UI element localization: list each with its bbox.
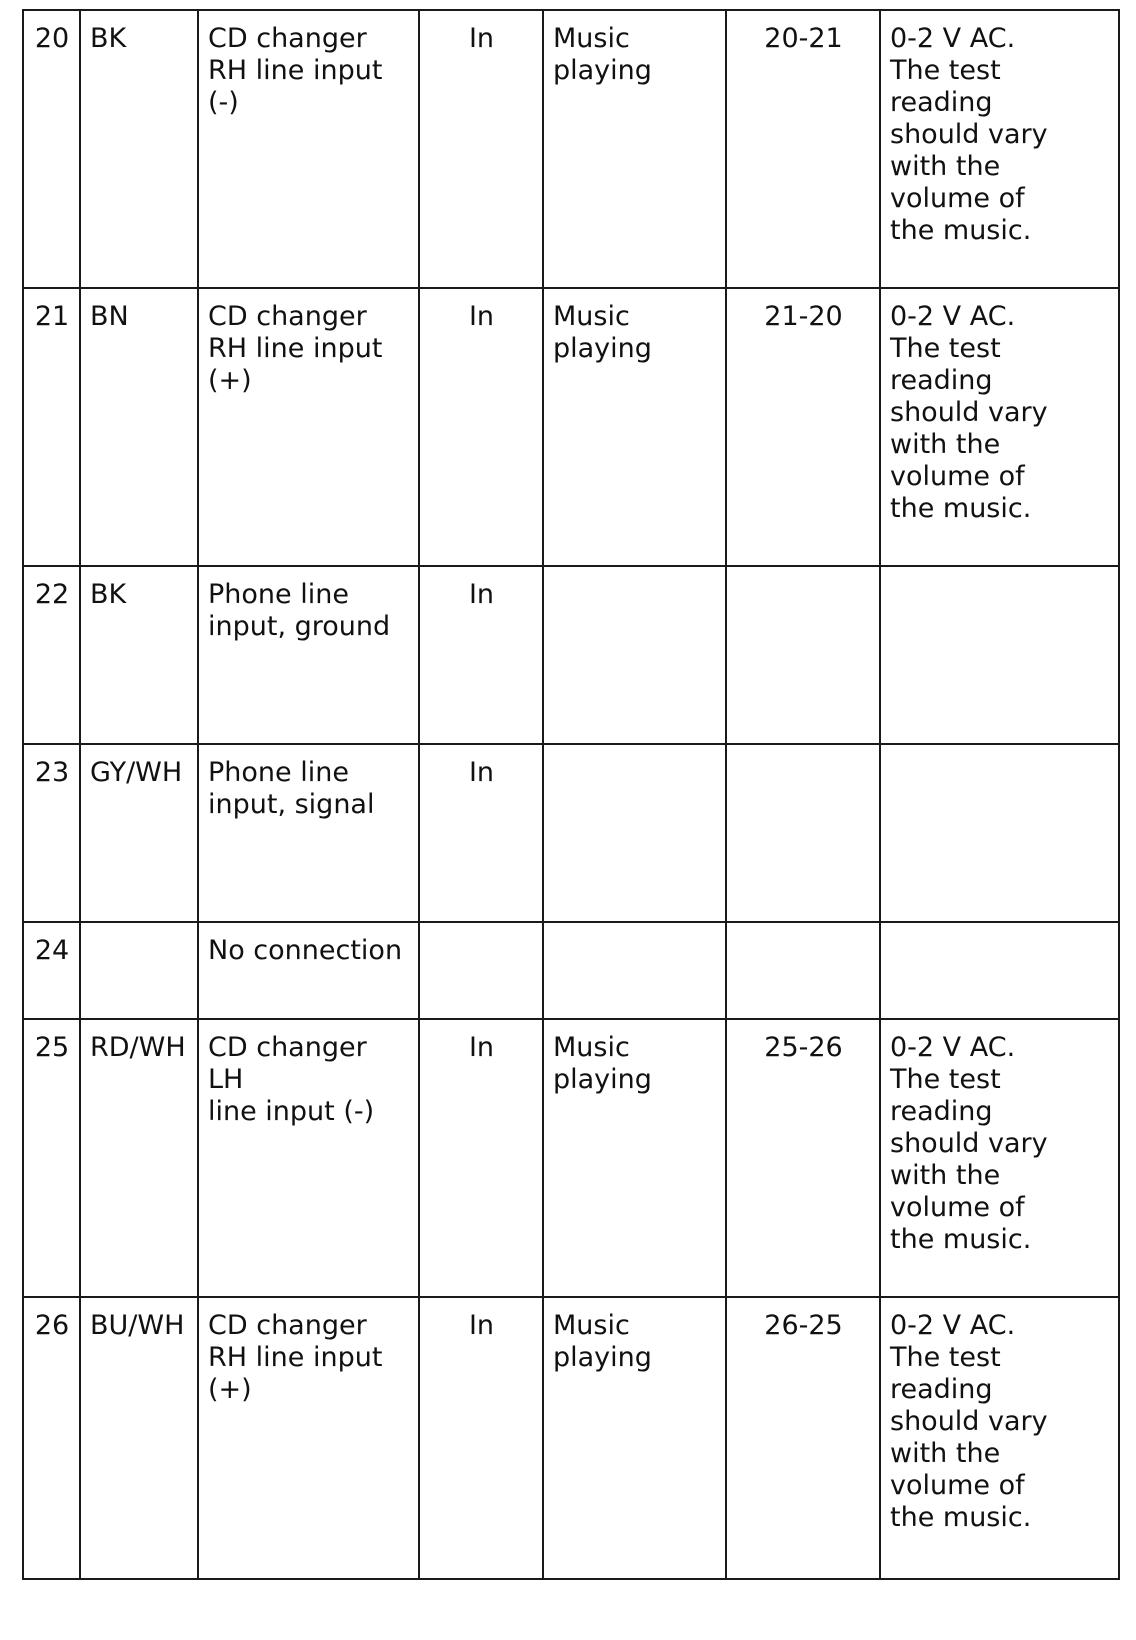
signal-direction [419,922,543,1019]
table-row [23,922,1119,1019]
pin-function: CD changer RH line input (+) [198,1297,419,1579]
pin-number: 20 [23,10,80,288]
test-condition: Music playing [543,1019,726,1297]
test-notes: 0-2 V AC. The test reading should vary with the volume of the music. [880,1297,1119,1579]
pin-function: No connection [198,922,419,1019]
test-notes: 0-2 V AC. The test reading should vary with the volume of the music. [880,10,1119,288]
pin-table [22,9,1120,1580]
signal-direction: In [419,288,543,566]
pin-number: 25 [23,1019,80,1297]
wire-color: GY/WH [80,744,198,922]
wire-color: BK [80,10,198,288]
test-condition: Music playing [543,288,726,566]
pin-function: Phone line input, ground [198,566,419,744]
test-pins: 20-21 [726,10,880,288]
test-condition [543,566,726,744]
pin-number: 23 [23,744,80,922]
wire-color: BU/WH [80,1297,198,1579]
table-row [23,10,1119,288]
pin-function: Phone line input, signal [198,744,419,922]
signal-direction: In [419,10,543,288]
pin-function: CD changer LH line input (-) [198,1019,419,1297]
wire-color: BN [80,288,198,566]
test-notes: 0-2 V AC. The test reading should vary with the volume of the music. [880,288,1119,566]
pin-function: CD changer RH line input (-) [198,10,419,288]
wire-color: BK [80,566,198,744]
wire-color: RD/WH [80,1019,198,1297]
signal-direction: In [419,566,543,744]
pin-number: 22 [23,566,80,744]
table-row [23,744,1119,922]
test-notes [880,566,1119,744]
pin-function: CD changer RH line input (+) [198,288,419,566]
pin-number: 21 [23,288,80,566]
test-notes [880,744,1119,922]
test-notes [880,922,1119,1019]
signal-direction: In [419,1297,543,1579]
test-pins: 26-25 [726,1297,880,1579]
test-pins [726,744,880,922]
signal-direction: In [419,744,543,922]
test-condition [543,744,726,922]
wire-color [80,922,198,1019]
test-condition: Music playing [543,10,726,288]
test-pins: 25-26 [726,1019,880,1297]
pin-number: 26 [23,1297,80,1579]
test-pins [726,566,880,744]
table-row [23,288,1119,566]
table-row [23,1019,1119,1297]
test-condition: Music playing [543,1297,726,1579]
test-condition [543,922,726,1019]
signal-direction: In [419,1019,543,1297]
test-notes: 0-2 V AC. The test reading should vary with the volume of the music. [880,1019,1119,1297]
test-pins [726,922,880,1019]
table-row [23,1297,1119,1579]
test-pins: 21-20 [726,288,880,566]
pin-number: 24 [23,922,80,1019]
table-row [23,566,1119,744]
